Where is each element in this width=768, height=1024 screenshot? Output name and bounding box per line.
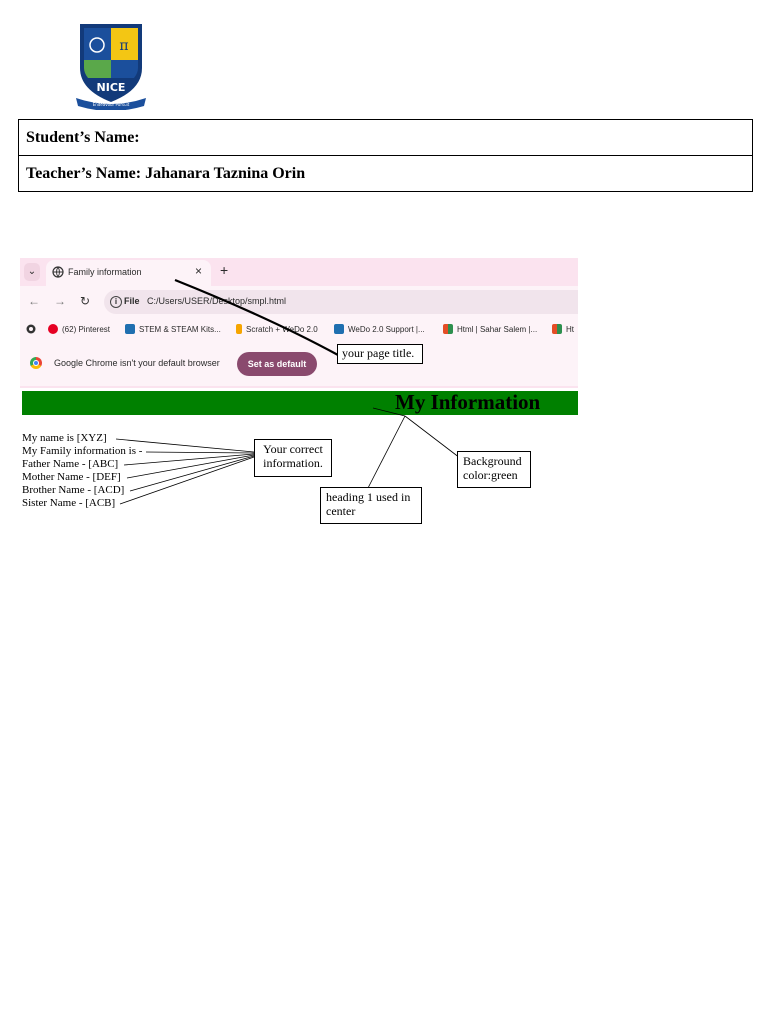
logo-motto: Endeavour Pursuit — [92, 102, 130, 107]
url-scheme-label: File — [124, 296, 140, 306]
tab-title: Family information — [68, 267, 142, 277]
name-table — [18, 119, 753, 192]
set-as-default-button[interactable]: Set as default — [237, 352, 317, 376]
info-line-sister: Sister Name - [ACB] — [22, 497, 116, 509]
url-text[interactable]: C:/Users/USER/Desktop/smpl.html — [147, 296, 287, 306]
callout-page-title: your page title. — [337, 344, 423, 364]
forward-arrow-icon[interactable]: → — [54, 294, 66, 308]
logo-pi: π — [119, 38, 129, 54]
teacher-name-row — [19, 156, 752, 191]
bookmark-label: (62) Pinterest — [62, 325, 111, 334]
school-logo — [74, 18, 148, 110]
student-name-row — [19, 120, 752, 156]
info-line-family: My Family information is - — [22, 445, 143, 457]
bookmark-label: WeDo 2.0 Support |... — [348, 325, 425, 334]
tab-search-chevron-icon[interactable]: ⌄ — [24, 263, 40, 281]
site-info-icon[interactable]: i — [110, 296, 122, 308]
student-name-label: Student’s Name: — [26, 128, 140, 146]
logo-text: NICE — [96, 81, 126, 94]
callout-correct-information: Your correct information. — [254, 439, 332, 477]
reload-icon[interactable]: ↻ — [80, 294, 91, 308]
infobar-message: Google Chrome isn't your default browser — [54, 358, 220, 368]
info-line-father: Father Name - [ABC] — [22, 458, 119, 470]
page-heading: My Information — [395, 390, 541, 414]
bookmark-label: Ht — [566, 325, 574, 334]
back-arrow-icon[interactable]: ← — [28, 294, 40, 308]
teacher-name-label: Teacher’s Name: Jahanara Taznina Orin — [26, 164, 306, 182]
browser-screenshot-figure — [20, 258, 578, 530]
tab-close-icon[interactable]: × — [195, 264, 203, 278]
new-tab-button[interactable]: + — [220, 262, 229, 278]
bookmark-label: Html | Sahar Salem |... — [457, 325, 538, 334]
callout-background-green: Background color:green — [457, 451, 531, 488]
info-line-name: My name is [XYZ] — [22, 432, 107, 444]
bookmark-label: Scratch + WeDo 2.0 — [246, 325, 318, 334]
bookmark-label: STEM & STEAM Kits... — [139, 325, 221, 334]
annotation-lines — [20, 258, 578, 530]
info-line-mother: Mother Name - [DEF] — [22, 471, 121, 483]
info-line-brother: Brother Name - [ACD] — [22, 484, 125, 496]
callout-heading-center: heading 1 used in center — [320, 487, 422, 524]
